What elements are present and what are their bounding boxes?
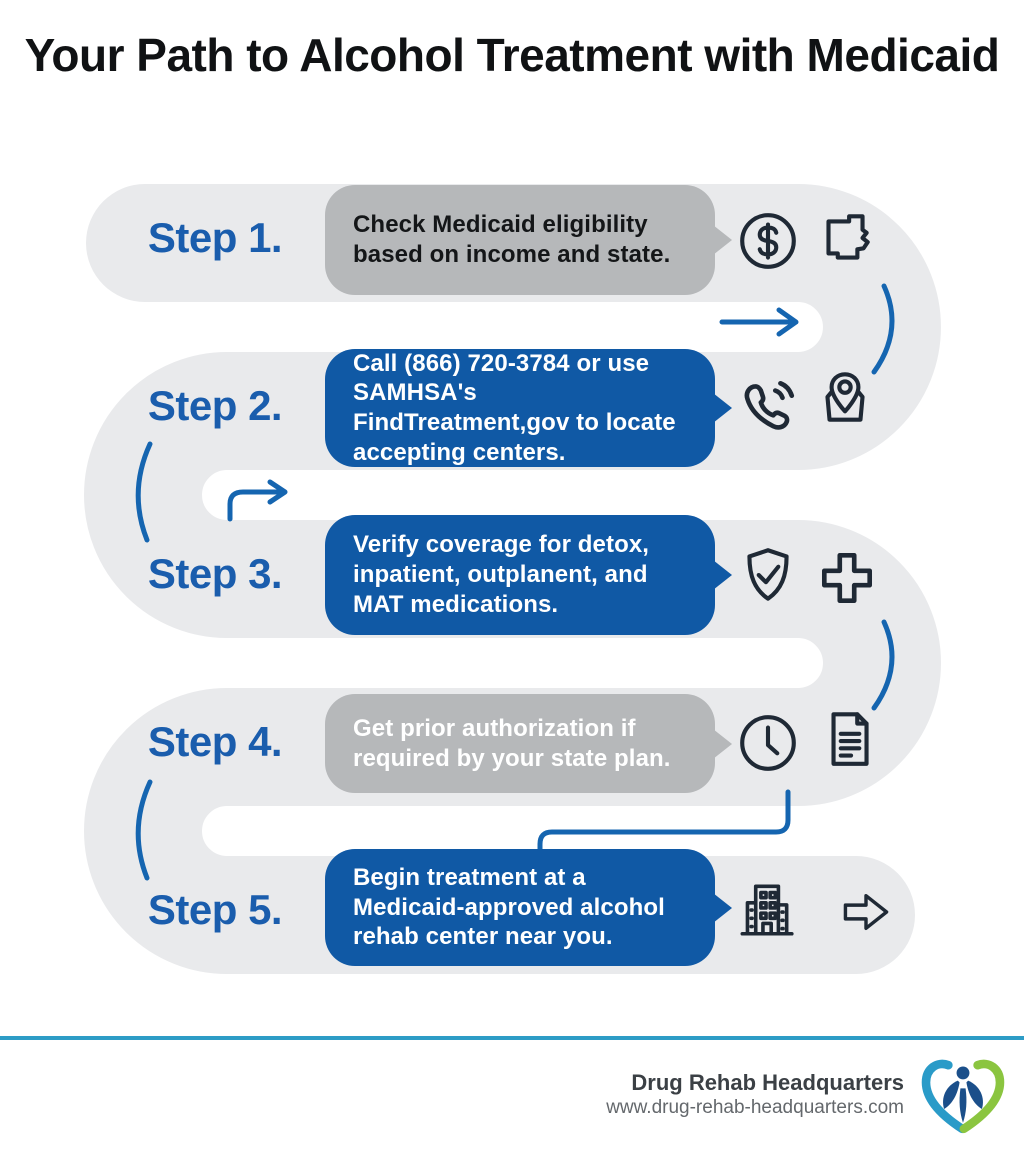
step-4-text: Get prior authorization if required by your state plan. — [353, 714, 671, 772]
step-1-label: Step 1. — [147, 214, 283, 261]
arc-left-step2-step3 — [138, 444, 150, 540]
dollar-circle-icon — [735, 208, 801, 274]
step-3-bubble — [325, 515, 715, 635]
arrow-step1-step2 — [722, 310, 796, 334]
arrow-right-outline-icon — [838, 888, 894, 936]
page-title: Your Path to Alcohol Treatment with Medicaid — [24, 29, 1000, 81]
step-3-text: Verify coverage for detox, inpatient, outplanent, and MAT medications. — [353, 531, 650, 618]
arc-left-step4-step5 — [138, 782, 150, 878]
arrow-step2-step3 — [230, 482, 285, 519]
step-2-text: Call (866) 720-3784 or use SAMHSA's FindTreatment,gov to locate accepting centers. — [353, 349, 676, 466]
step-4-label: Step 4. — [147, 718, 283, 765]
step-2-bubble — [325, 349, 715, 467]
building-icon — [732, 876, 798, 942]
document-icon — [816, 706, 882, 772]
step-3-label: Step 3. — [147, 550, 283, 597]
step-5-text: Begin treatment at a Medicaid-approved alcohol rehab center near you. — [353, 863, 665, 951]
step-5-label: Step 5. — [147, 886, 283, 933]
footer-divider — [0, 1036, 1024, 1040]
footer — [606, 1054, 1006, 1136]
phone-icon — [733, 372, 799, 438]
map-pin-icon — [812, 366, 878, 432]
brand-name: Drug Rehab Headquarters — [631, 1069, 904, 1095]
step-1-bubble — [325, 185, 715, 295]
arc-right-step3-step4 — [874, 622, 892, 708]
shield-check-icon — [735, 542, 801, 608]
brand-url: www.drug-rehab-headquarters.com — [606, 1097, 904, 1119]
step-5-bubble — [325, 849, 715, 966]
step-4-bubble — [325, 694, 715, 793]
medical-cross-icon — [814, 545, 880, 611]
step-2-label: Step 2. — [147, 382, 283, 429]
state-map-icon — [812, 206, 878, 272]
step-1-text: Check Medicaid eligibility based on income and state. — [353, 211, 671, 268]
clock-icon — [735, 710, 801, 776]
heart-logo-icon — [920, 1054, 1006, 1136]
arc-right-step1-step2 — [874, 286, 892, 372]
